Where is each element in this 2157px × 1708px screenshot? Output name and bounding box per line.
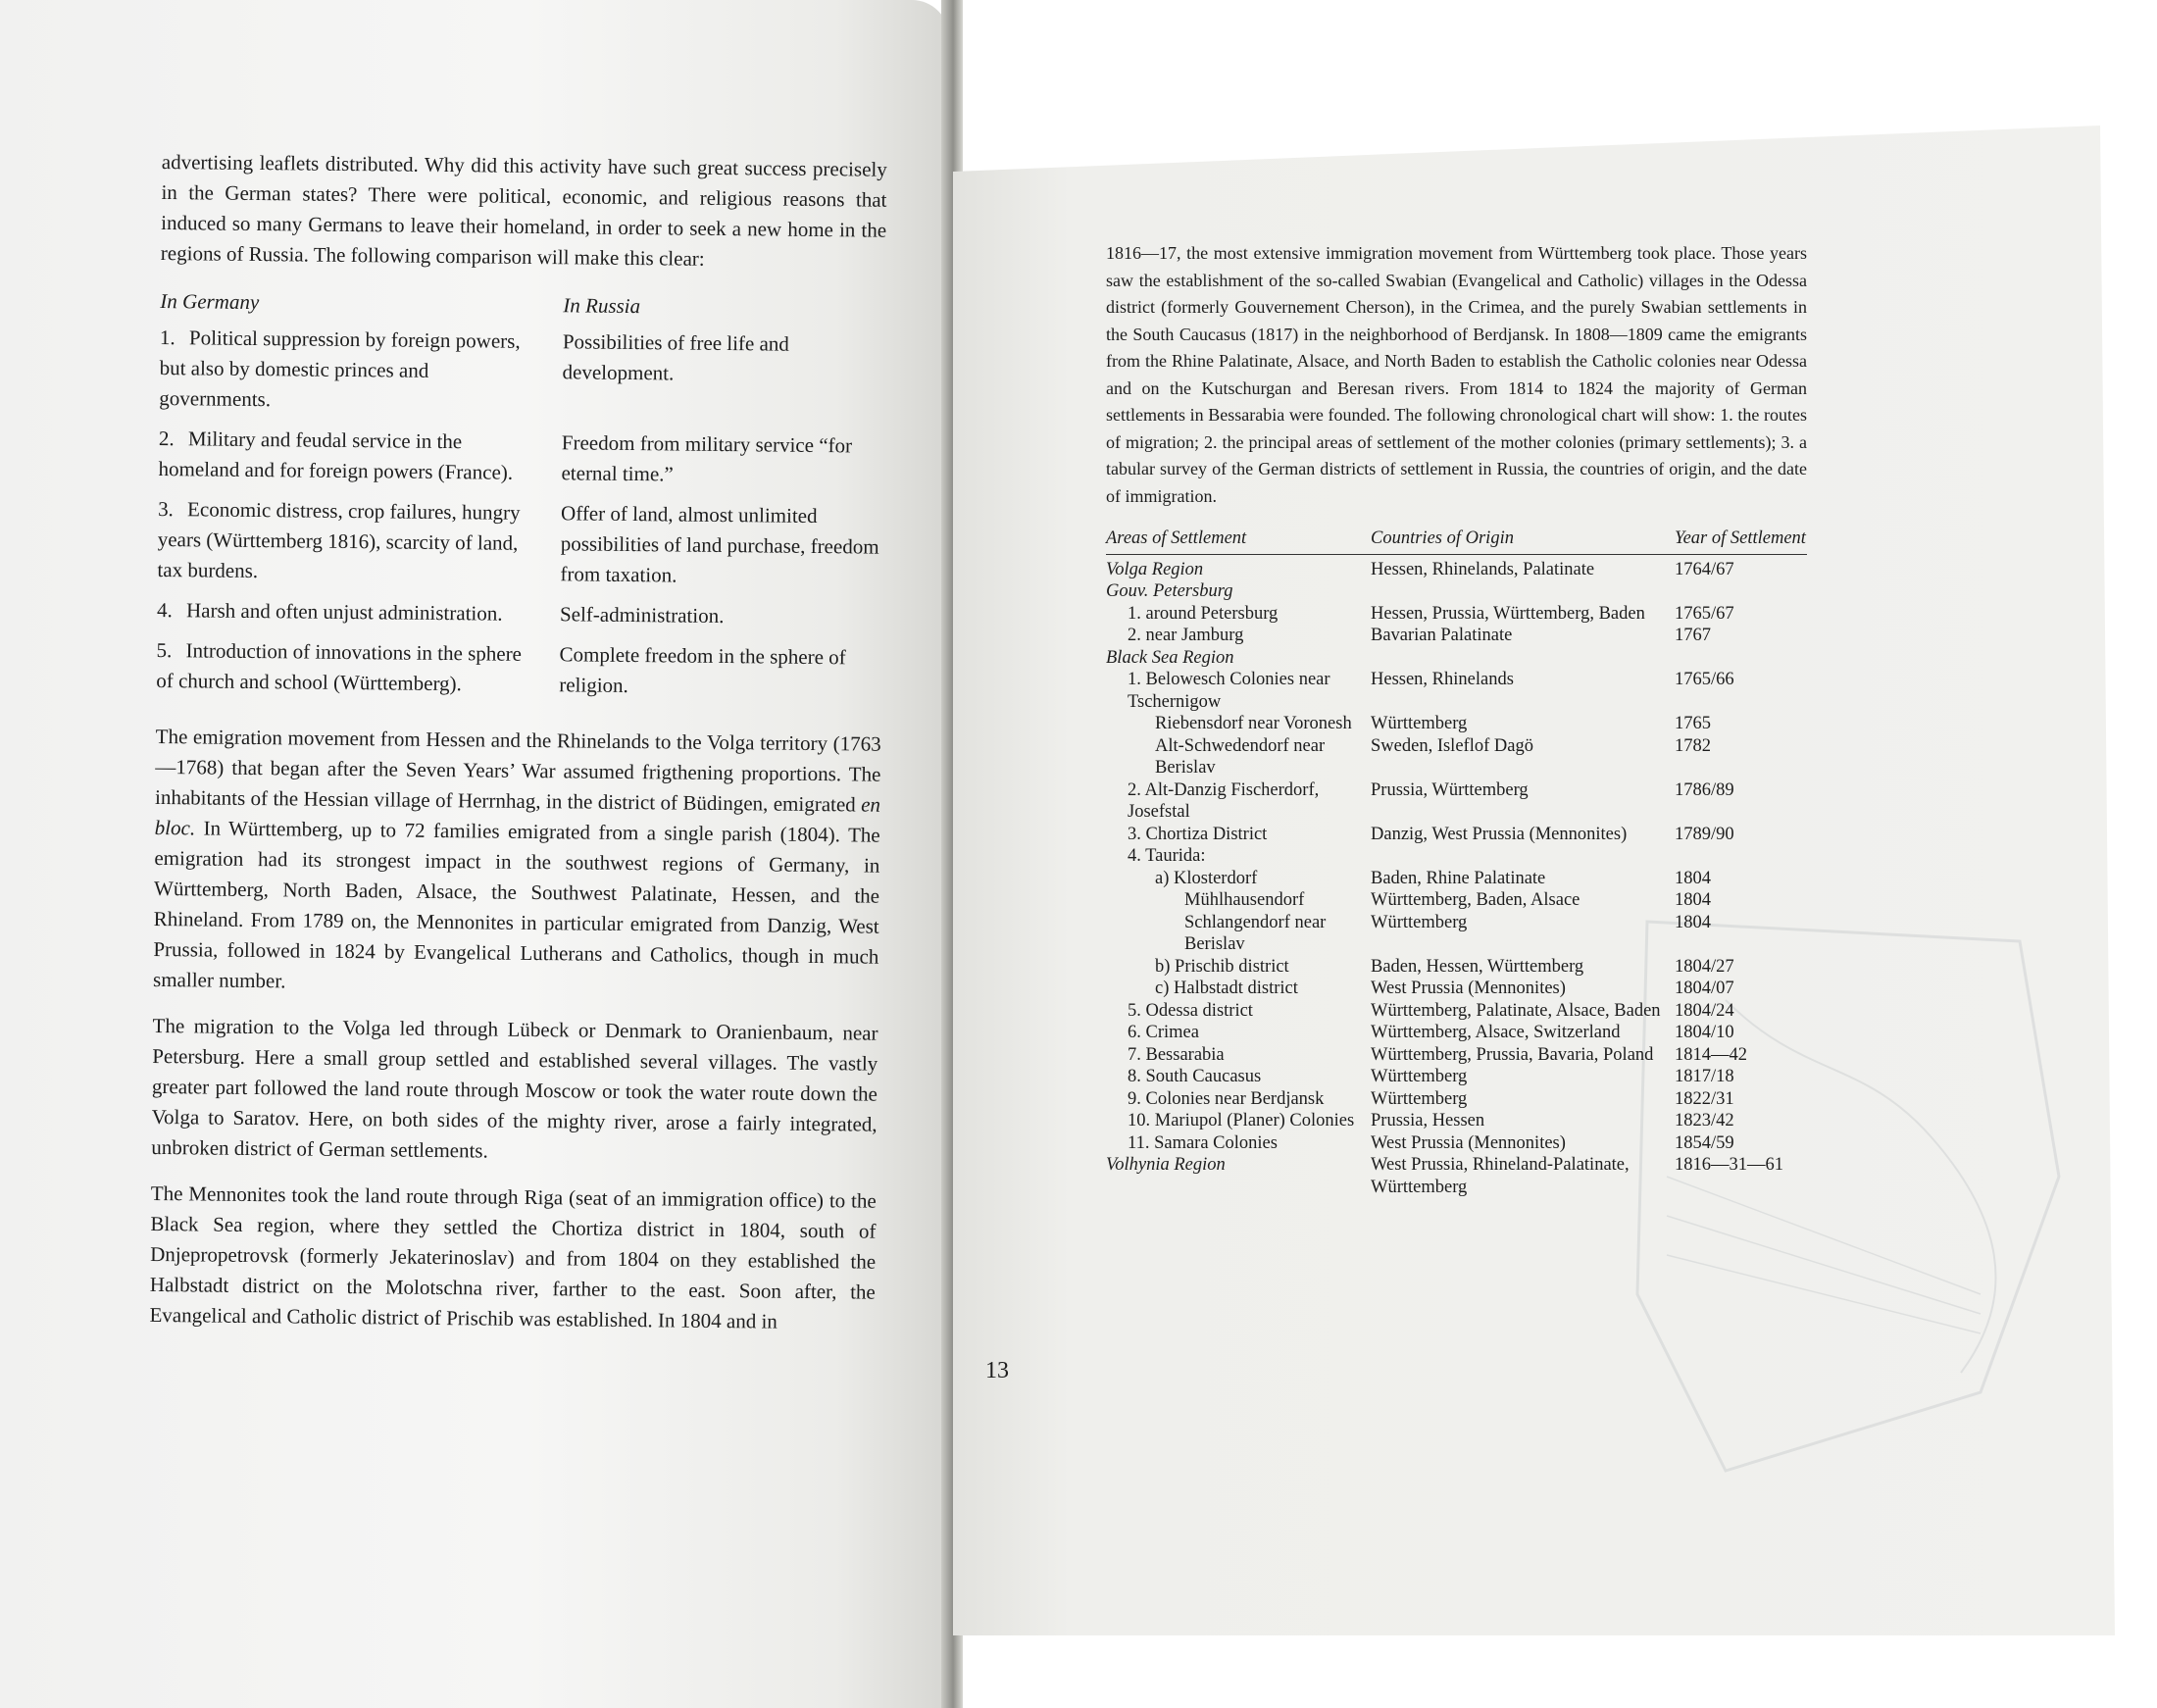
settlement-area-cell: 11. Samara Colonies	[1128, 1132, 1278, 1153]
settlement-year-cell: 1782	[1675, 735, 1711, 756]
row-number: 5.	[156, 637, 173, 663]
comparison-row	[158, 424, 884, 502]
settlement-origin-cell: Hessen, Prussia, Württemberg, Baden	[1371, 603, 1645, 624]
settlement-year-cell: 1764/67	[1675, 559, 1734, 579]
settlement-row	[1106, 1066, 1807, 1088]
settlement-row	[1106, 956, 1807, 979]
intro-paragraph: advertising leaflets distributed. Why did this activity have such great success precisely in the German states? There were political, economic, and religious reasons that induced so many Germans to leave their homeland, in order to seek a new home in the regions of Russia. The following comparison will make this clear:	[160, 149, 887, 271]
settlement-origin-cell: Württemberg	[1371, 912, 1468, 932]
comparison-table	[156, 286, 885, 714]
settlement-row	[1106, 978, 1807, 1000]
row-number: 1.	[159, 325, 176, 350]
settlement-row	[1106, 647, 1807, 670]
settlement-row	[1106, 868, 1807, 890]
col-header-origin: Countries of Origin	[1371, 527, 1675, 554]
settlement-row	[1106, 1044, 1807, 1067]
settlement-area-cell: Alt-Schwedendorf near Berislav	[1155, 735, 1326, 778]
row-number: 4.	[156, 597, 173, 623]
settlement-area-cell: 7. Bessarabia	[1128, 1044, 1225, 1065]
settlement-origin-cell: West Prussia (Mennonites)	[1371, 979, 1566, 998]
settlement-row	[1106, 1022, 1807, 1044]
germany-cell: Economic distress, crop failures, hungry years (Württemberg 1816), scarcity of land, tax burdens.	[157, 497, 521, 583]
settlement-year-cell: 1767	[1675, 626, 1711, 645]
settlement-area-cell: a) Klosterdorf	[1155, 868, 1258, 888]
settlement-row	[1106, 889, 1807, 912]
settlement-row	[1106, 554, 1807, 580]
germany-cell: Harsh and often unjust administration.	[185, 598, 503, 626]
settlement-area-cell: 2. near Jamburg	[1128, 626, 1244, 645]
settlement-row	[1106, 580, 1807, 603]
settlement-table-body	[1106, 554, 1807, 1198]
settlement-origin-cell: West Prussia, Rhineland-Palatinate, Württemberg	[1371, 1155, 1630, 1197]
settlement-area-cell: c) Halbstadt district	[1155, 979, 1298, 998]
comparison-row	[156, 635, 882, 714]
settlement-origin-cell: Baden, Hessen, Württemberg	[1371, 956, 1584, 977]
settlement-row	[1106, 713, 1807, 735]
settlement-area-cell: 5. Odessa district	[1128, 1000, 1253, 1021]
settlement-area-cell: Riebensdorf near Voronesh	[1155, 714, 1352, 733]
russia-cell: Possibilities of free life and development.	[562, 329, 790, 385]
settlement-table	[1106, 527, 1807, 1198]
germany-cell: Military and feudal service in the homeland and for foreign powers (France).	[158, 427, 514, 484]
settlement-year-cell: 1804/24	[1675, 1000, 1734, 1021]
germany-cell: Introduction of innovations in the sphere of church and school (Württemberg).	[156, 638, 523, 696]
settlement-row	[1106, 1000, 1807, 1023]
settlement-area-cell: 3. Chortiza District	[1128, 824, 1268, 844]
settlement-year-cell: 1804	[1675, 868, 1711, 888]
settlement-origin-cell: Sweden, Isleflof Dagö	[1371, 735, 1533, 756]
settlement-origin-cell: Württemberg	[1371, 714, 1468, 733]
settlement-year-cell: 1804	[1675, 912, 1711, 932]
settlement-year-cell: 1765/66	[1675, 670, 1734, 689]
settlement-year-cell: 1817/18	[1675, 1067, 1734, 1086]
settlement-row	[1106, 625, 1807, 647]
right-page-text	[1106, 240, 1807, 1198]
settlement-year-cell: 1816—31—61	[1675, 1155, 1783, 1175]
settlement-row	[1106, 779, 1807, 824]
settlement-area-cell: 6. Crimea	[1128, 1023, 1199, 1042]
settlement-origin-cell: Prussia, Hessen	[1371, 1111, 1485, 1130]
settlement-area-cell: Schlangendorf near Berislav	[1184, 912, 1327, 954]
russia-cell: Freedom from military service “for eternal time.”	[561, 430, 853, 486]
settlement-origin-cell: Baden, Rhine Palatinate	[1371, 868, 1546, 888]
settlement-row	[1106, 824, 1807, 846]
settlement-year-cell: 1854/59	[1675, 1132, 1734, 1153]
settlement-origin-cell	[1371, 845, 1675, 868]
settlement-area-cell: Mühlhausendorf	[1184, 890, 1305, 910]
settlement-row	[1106, 669, 1807, 713]
emigration-text-italic: en bloc.	[154, 792, 881, 840]
settlement-year-cell: 1786/89	[1675, 779, 1734, 800]
settlement-year-cell	[1675, 845, 1807, 868]
settlement-year-cell: 1822/31	[1675, 1088, 1734, 1109]
settlement-year-cell: 1765	[1675, 714, 1711, 733]
settlement-year-cell: 1765/67	[1675, 603, 1734, 624]
settlement-area-cell: b) Prischib district	[1155, 956, 1289, 977]
settlement-year-cell: 1789/90	[1675, 824, 1734, 844]
emigration-text-a: The emigration movement from Hessen and the Rhinelands to the Volga territory (1763—1768) that began after the Seven Years’ War assumed frigthening proportions. The inhabitants of the Hessian village of Herrnhag, in the district of Büdingen, emigrated	[154, 724, 881, 817]
settlement-origin-cell	[1371, 580, 1675, 603]
row-number: 2.	[158, 426, 175, 451]
volga-migration-paragraph: The migration to the Volga led through Lübeck or Denmark to Oranienbaum, near Petersburg. Here a small group settled and established several villages. The vastly greater part followed the land route through Moscow or took the water route down the Volga to Saratov. Here, on both sides of the mighty river, arose a fairly integrated, unbroken district of German settlements.	[151, 1013, 878, 1163]
comparison-head-russia: In Russia	[563, 293, 641, 319]
emigration-paragraph	[153, 722, 881, 1003]
emigration-text-b: In Württemberg, up to 72 families emigrated from a single parish (1804). The emigration had its strongest impact in the southwest regions of Germany, in Württemberg, North Baden, Alsace, the Southwest Palatinate, Hessen, and the Rhineland. From 1789 on, the Mennonites in particular emigrated from Danzig, West Prussia, followed in 1824 by Evangelical Lutherans and Catholics, though in much smaller number.	[152, 816, 880, 993]
mennonites-paragraph: The Mennonites took the land route through Riga (seat of an immigration office) to the Black Sea region, where they settled the Chortiza district in 1804, south of Dnjepropetrovsk (formerly Jekaterinoslav) and from 1804 on they established the Halbstadt district on the Molotschna river, farther to the east. Soon after, the Evangelical and Catholic district of Prischib was established. In 1804 and in	[149, 1181, 877, 1333]
left-page-text	[149, 147, 887, 1354]
page-number: 13	[985, 1358, 1009, 1383]
settlement-row	[1106, 1110, 1807, 1132]
settlement-row	[1106, 735, 1807, 779]
settlement-origin-cell: Hessen, Rhinelands	[1371, 670, 1514, 689]
settlement-origin-cell: Württemberg	[1371, 1067, 1468, 1086]
settlement-area-cell: Volhynia Region	[1106, 1155, 1226, 1175]
comparison-row	[157, 494, 883, 603]
settlement-origin-cell: West Prussia (Mennonites)	[1371, 1132, 1566, 1153]
settlement-origin-cell: Hessen, Rhinelands, Palatinate	[1371, 559, 1595, 579]
settlement-area-cell: 4. Taurida:	[1128, 846, 1206, 866]
settlement-area-cell: 1. Belowesch Colonies near Tschernigow	[1128, 670, 1330, 712]
settlement-year-cell: 1804	[1675, 890, 1711, 910]
settlement-area-cell: Volga Region	[1106, 559, 1204, 579]
settlement-origin-cell: Württemberg, Prussia, Bavaria, Poland	[1371, 1044, 1654, 1065]
settlement-origin-cell	[1371, 647, 1675, 670]
russia-cell: Complete freedom in the sphere of religion.	[559, 642, 846, 698]
settlement-row	[1106, 603, 1807, 626]
settlement-area-cell: 2. Alt-Danzig Fischerdorf, Josefstal	[1128, 779, 1320, 822]
settlement-row	[1106, 845, 1807, 868]
settlement-origin-cell: Württemberg, Baden, Alsace	[1371, 890, 1580, 910]
settlement-year-cell: 1804/27	[1675, 956, 1734, 977]
settlement-year-cell: 1804/10	[1675, 1023, 1734, 1042]
settlement-area-cell: Black Sea Region	[1106, 647, 1234, 668]
row-number: 3.	[158, 496, 175, 522]
settlement-row	[1106, 1132, 1807, 1155]
settlement-origin-cell: Württemberg, Palatinate, Alsace, Baden	[1371, 1000, 1661, 1021]
settlement-area-cell: Gouv. Petersburg	[1106, 581, 1233, 601]
settlement-origin-cell: Danzig, West Prussia (Mennonites)	[1371, 824, 1628, 844]
settlement-row	[1106, 1154, 1807, 1198]
settlement-origin-cell: Prussia, Württemberg	[1371, 779, 1529, 800]
settlement-area-cell: 8. South Caucasus	[1128, 1067, 1262, 1086]
russia-cell: Self-administration.	[559, 602, 725, 628]
comparison-head-germany: In Germany	[160, 288, 260, 315]
settlement-row	[1106, 1088, 1807, 1111]
immigration-paragraph: 1816—17, the most extensive immigration movement from Württemberg took place. Those years saw the establishment of the so-called Swabian (Evangelical and Catholic) villages in the Odessa district (formerly Gouvernement Cherson), in the Crimea, and the purely Swabian settlements in the South Caucasus (1817) in the neighborhood of Berdjansk. In 1808—1809 came the emigrants from the Rhine Palatinate, Alsace, and North Baden to establish the Catholic colonies near Odessa and on the Kutschurgan and Beresan rivers. From 1814 to 1824 the majority of German settlements in Bessarabia were founded. The following chronological chart will show: 1. the routes of migration; 2. the principal areas of settlement of the mother colonies (primary settlements); 3. a tabular survey of the German districts of settlement in Russia, the countries of origin, and the date of immigration.	[1106, 243, 1807, 506]
comparison-row	[159, 323, 885, 431]
col-header-year: Year of Settlement	[1675, 527, 1807, 554]
settlement-origin-cell: Württemberg, Alsace, Switzerland	[1371, 1023, 1621, 1042]
settlement-year-cell: 1823/42	[1675, 1111, 1734, 1130]
settlement-row	[1106, 912, 1807, 956]
russia-cell: Offer of land, almost unlimited possibilities of land purchase, freedom from taxation.	[560, 501, 879, 587]
settlement-year-cell	[1675, 647, 1807, 670]
settlement-area-cell: 1. around Petersburg	[1128, 603, 1279, 624]
settlement-origin-cell: Württemberg	[1371, 1088, 1468, 1109]
germany-cell: Political suppression by foreign powers, but also by domestic princes and governments.	[159, 326, 521, 412]
left-page	[0, 0, 949, 1708]
settlement-year-cell	[1675, 580, 1807, 603]
col-header-areas: Areas of Settlement	[1106, 527, 1371, 554]
settlement-year-cell: 1804/07	[1675, 979, 1734, 998]
settlement-origin-cell: Bavarian Palatinate	[1371, 626, 1513, 645]
settlement-year-cell: 1814—42	[1675, 1044, 1747, 1065]
settlement-area-cell: 9. Colonies near Berdjansk	[1128, 1088, 1325, 1109]
settlement-area-cell: 10. Mariupol (Planer) Colonies	[1128, 1111, 1355, 1130]
